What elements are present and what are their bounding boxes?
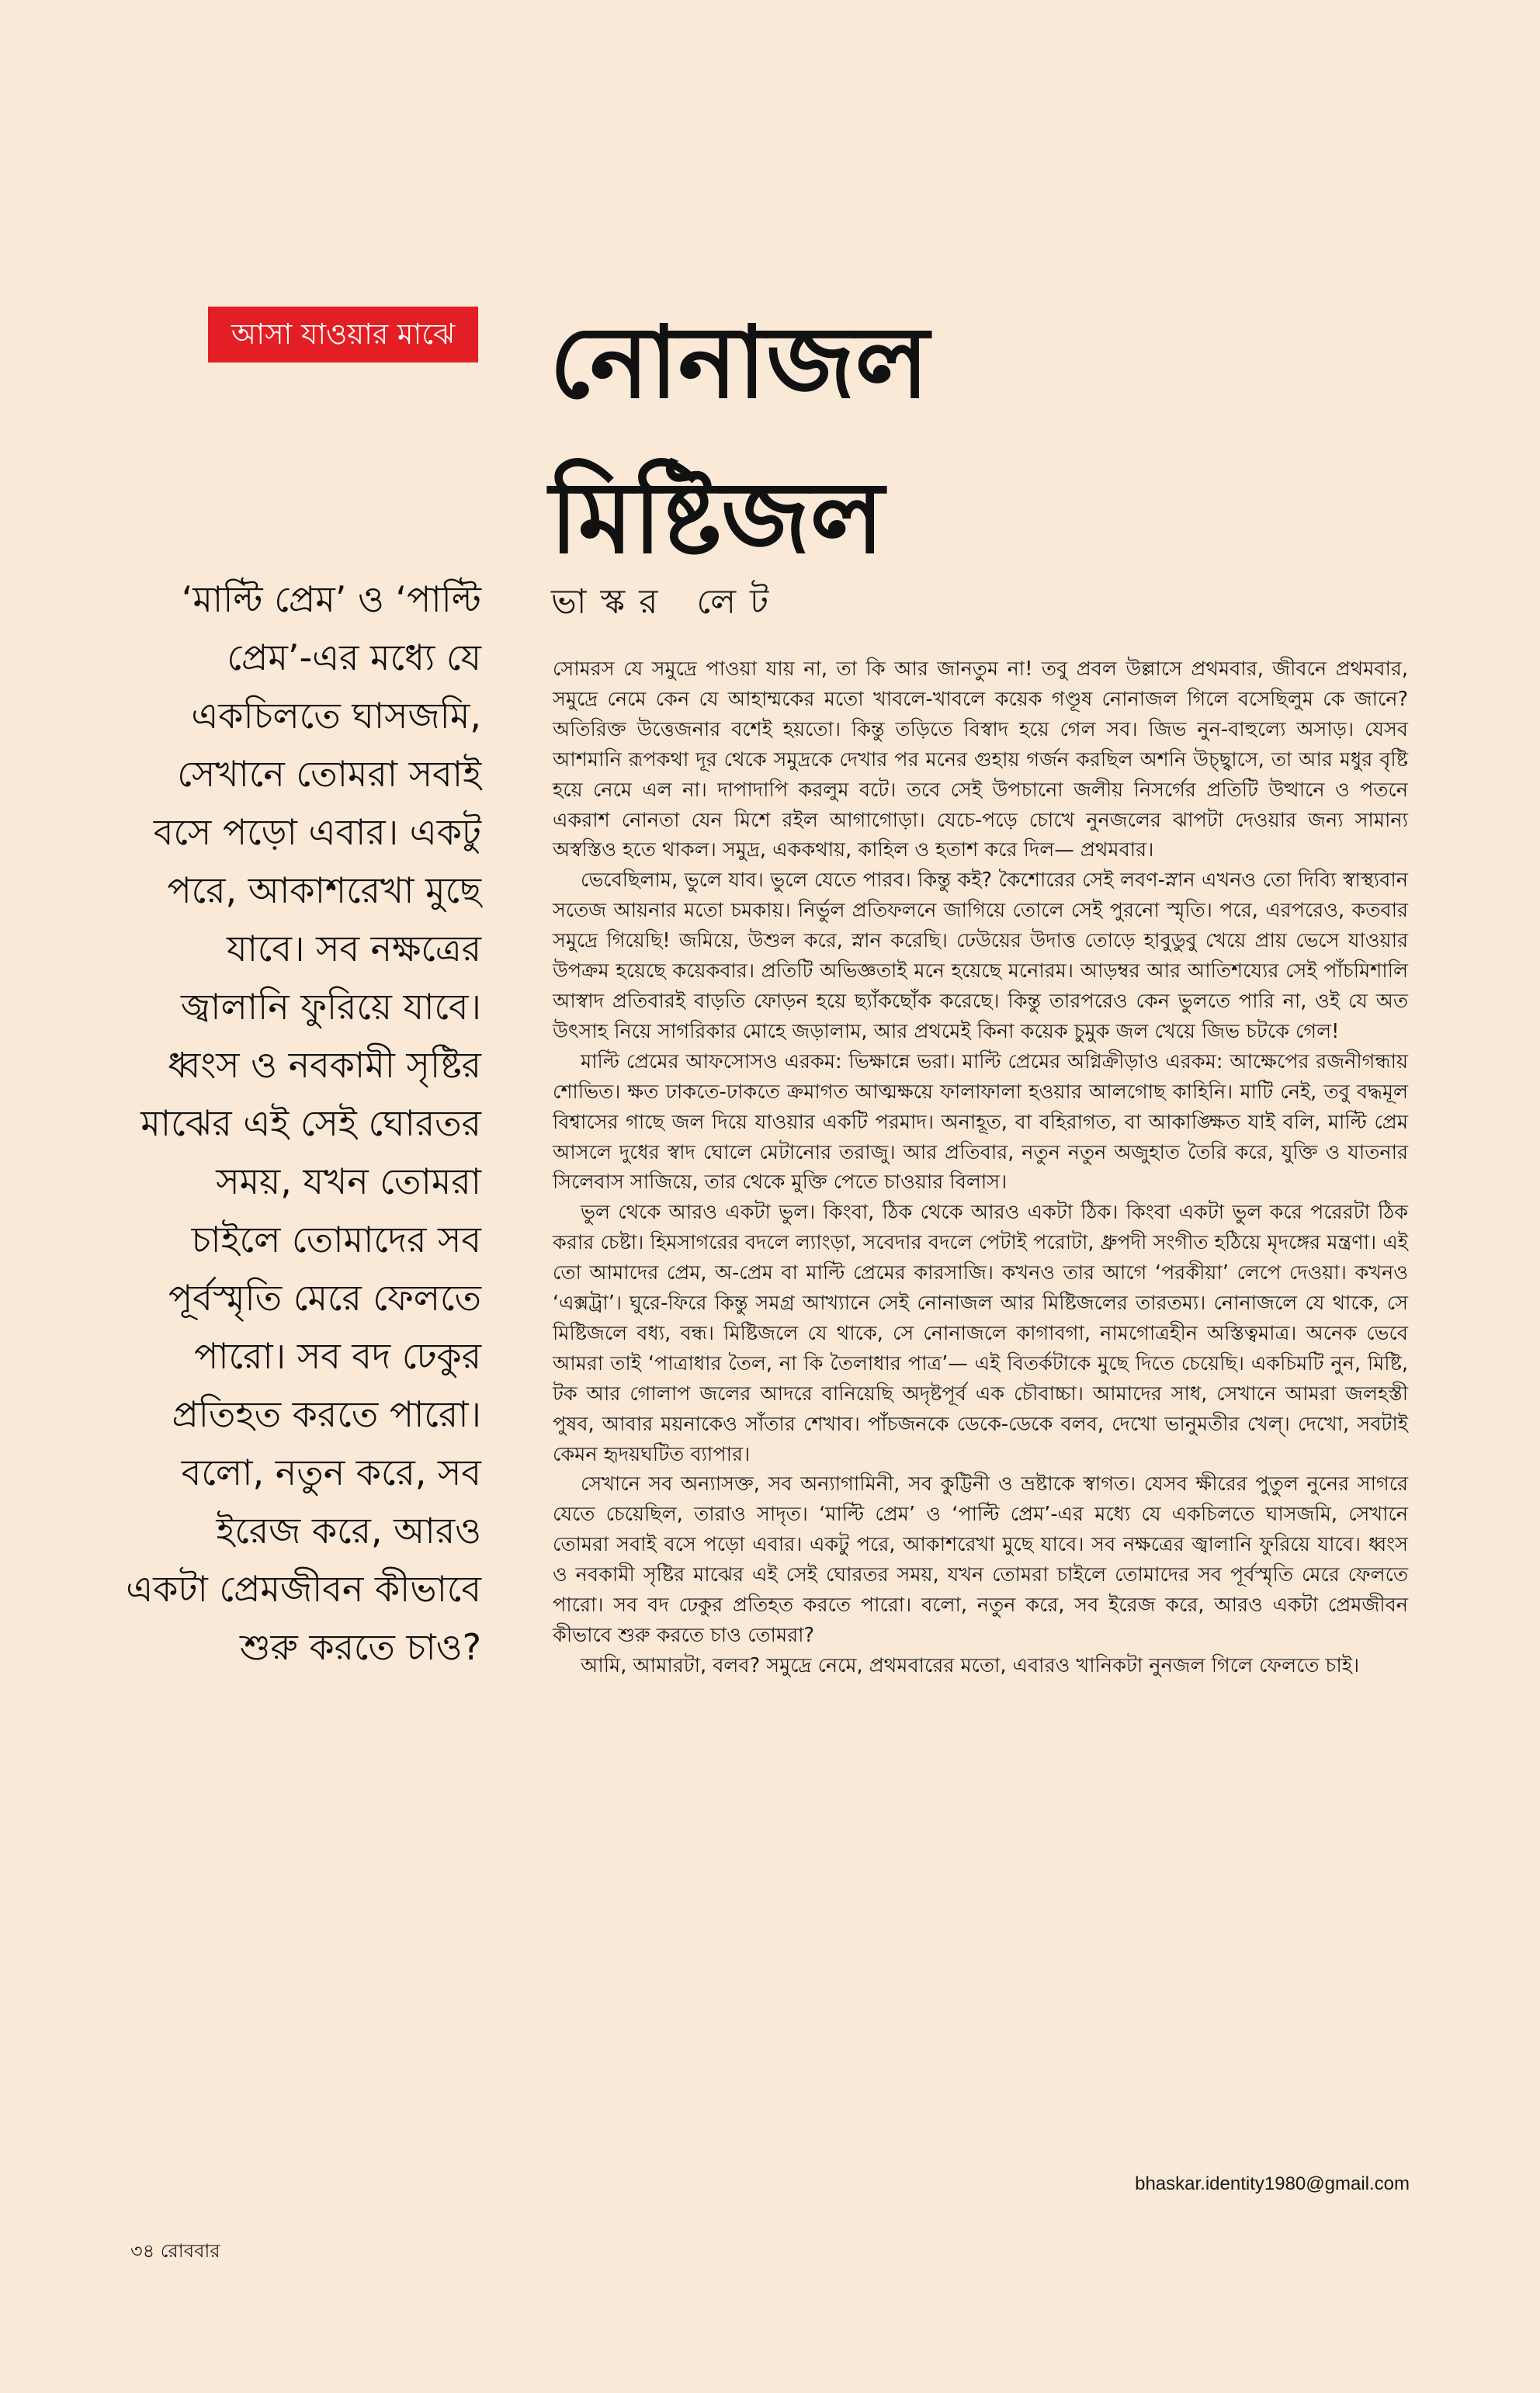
headline	[550, 286, 1046, 596]
article-body	[553, 654, 1408, 1681]
pull-quote: ‘মাল্টি প্রেম’ ও ‘পাল্টি প্রেম’-এর মধ্যে যে একচিলতে ঘাসজমি, সেখানে তোমরা সবাই বসে পড়ো এবার। একটু পরে, আকাশরেখা মুছে যাবে। সব নক্ষত্রের জ্বালানি ফুরিয়ে যাবে। ধ্বংস ও নবকামী সৃষ্টির মাঝের এই সেই ঘোরতর সময়, যখন তোমরা চাইলে তোমাদের সব পূর্বস্মৃতি মেরে ফেলতে পারো। সব বদ ঢেকুর প্রতিহত করতে পারো। বলো, নতুন করে, সব ইরেজ করে, আরও একটা প্রেমজীবন কীভাবে শুরু করতে চাও?	[126, 578, 481, 1668]
article-paragraph: ভেবেছিলাম, ভুলে যাব। ভুলে যেতে পারব। কিন্তু কই? কৈশোরের সেই লবণ-স্নান এখনও তো দিব্যি স্বাস্থ্যবান সতেজ আয়নার মতো চমকায়। নির্ভুল প্রতিফলনে জাগিয়ে তোলে সেই পুরনো স্মৃতি। পরে, এরপরেও, কতবার সমুদ্রে গিয়েছি! জমিয়ে, উশুল করে, স্নান করেছি। ঢেউয়ের উদাত্ত তোড়ে হাবুডুবু খেয়ে প্রায় ভেসে যাওয়ার উপক্রম হয়েছে কয়েকবার। প্রতিটি অভিজ্ঞতাই মনে হয়েছে মনোরম। আড়ম্বর আর আতিশয্যের সেই পাঁচমিশালি আস্বাদ প্রতিবারই বাড়তি ফোড়ন হয়ে ছ্যাঁকছোঁক করেছে। কিন্তু তারপরেও কেন ভুলতে পারি না, ওই যে অত উৎসাহ নিয়ে সাগরিকার মোহে জড়ালাম, আর প্রথমেই কিনা কয়েক চুমুক জল খেয়ে জিভ চটকে গেল!	[553, 869, 1408, 1043]
headline-line-2: মিষ্টিজল	[550, 460, 884, 576]
headline-line-1: নোনাজল	[550, 305, 929, 421]
article-paragraph: মাল্টি প্রেমের আফসোসও এরকম: ভিক্ষান্নে ভরা। মাল্টি প্রেমের অগ্নিক্রীড়াও এরকম: আক্ষেপের রজনীগন্ধায় শোভিত। ক্ষত ঢাকতে-ঢাকতে ক্রমাগত আত্মক্ষয়ে ফালাফালা হওয়ার আলগোছ কাহিনি। মাটি নেই, তবু বদ্ধমূল বিশ্বাসের গাছে জল দিয়ে যাওয়ার একটি পরমাদ। অনাহূত, বা বহিরাগত, বা আকাঙ্ক্ষিত যাই বলি, মাল্টি প্রেম আসলে দুধের স্বাদ ঘোলে মেটানোর তরাজু। আর প্রতিবার, নতুন নতুন অজুহাত তৈরি করে, যুক্তি ও যাতনার সিলেবাস সাজিয়ে, তার থেকে মুক্তি পেতে চাওয়ার বিলাস।	[553, 1049, 1408, 1195]
article-paragraph: আমি, আমারটা, বলব? সমুদ্রে নেমে, প্রথমবারের মতো, এবারও খানিকটা নুনজল গিলে ফেলতে চাই।	[581, 1653, 1360, 1677]
article-paragraph: সেখানে সব অন্যাসক্ত, সব অন্যাগামিনী, সব কুট্টিনী ও ভ্রষ্টাকে স্বাগত। যেসব ক্ষীরের পুতুল নুনের সাগরে যেতে চেয়েছিল, তারাও সাদৃত। ‘মাল্টি প্রেম’ ও ‘পাল্টি প্রেম’-এর মধ্যে যে একচিলতে ঘাসজমি, সেখানে তোমরা সবাই বসে পড়ো এবার। একটু পরে, আকাশরেখা মুছে যাবে। সব নক্ষত্রের জ্বালানি ফুরিয়ে যাবে। ধ্বংস ও নবকামী সৃষ্টির মাঝের এই সেই ঘোরতর সময়, যখন তোমরা চাইলে তোমাদের সব পূর্বস্মৃতি মেরে ফেলতে পারো। সব বদ ঢেকুর প্রতিহত করতে পারো। বলো, নতুন করে, সব ইরেজ করে, আরও একটা প্রেমজীবন কীভাবে শুরু করতে চাও তোমরা?	[553, 1472, 1408, 1647]
page-folio: ৩৪ রোববার	[130, 2240, 220, 2262]
article-paragraph: ভুল থেকে আরও একটা ভুল। কিংবা, ঠিক থেকে আরও একটা ঠিক। কিংবা একটা ভুল করে পরেরটা ঠিক করার চেষ্টা। হিমসাগরের বদলে ল্যাংড়া, সবেদার বদলে পেটাই পরোটা, ধ্রুপদী সংগীত হঠিয়ে মৃদঙ্গের মন্ত্রণা। এই তো আমাদের প্রেম, অ-প্রেম বা মাল্টি প্রেমের কারসাজি। কখনও তার আগে ‘পরকীয়া’ লেপে দেওয়া। কখনও ‘এক্সট্রা’। ঘুরে-ফিরে কিন্তু সমগ্র আখ্যানে সেই নোনাজল আর মিষ্টিজলের তারতম্য। নোনাজলে যে থাকে, সে মিষ্টিজলে বধ্য, বন্ধ। মিষ্টিজলে যে থাকে, সে নোনাজলে কাগাবগা, নামগোত্রহীন অস্তিত্বমাত্র। অনেক ভেবে আমরা তাই ‘পাত্রাধার তৈল, না কি তৈলাধার পাত্র’— এই বিতর্কটাকে মুছে দিতে চেয়েছি। একচিমটি নুন, মিষ্টি, টক আর গোলাপ জলের আদরে বানিয়েছি অদৃষ্টপূর্ব এক চৌবাচ্চা। আমাদের সাধ, সেখানে আমরা জলহস্তী পুষব, আবার ময়নাকেও সাঁতার শেখাব। পাঁচজনকে ডেকে-ডেকে বলব, দেখো ভানুমতীর খেল্। দেখো, সবটাই কেমন হৃদয়ঘটিত ব্যাপার।	[553, 1201, 1408, 1466]
author-email: bhaskar.identity1980@gmail.com	[1135, 2173, 1410, 2194]
byline: ভাস্কর লেট	[551, 582, 783, 622]
section-tag: আসা যাওয়ার মাঝে	[208, 307, 478, 362]
article-paragraph: সোমরস যে সমুদ্রে পাওয়া যায় না, তা কি আর জানতুম না! তবু প্রবল উল্লাসে প্রথমবার, জীবনে প্রথমবার, সমুদ্রে নেমে কেন যে আহাম্মকের মতো খাবলে-খাবলে কয়েক গণ্ডূষ নোনাজল গিলে বসেছিলুম কে জানে? অতিরিক্ত উত্তেজনার বশেই হয়তো। কিন্তু তড়িতে বিস্বাদ হয়ে গেল সব। জিভ নুন-বাহুল্যে অসাড়। যেসব আশমানি রূপকথা দূর থেকে সমুদ্রকে দেখার পর মনের গুহায় গর্জন করছিল অশনি উচ্ছ্বাসে, তা আর মধুর বৃষ্টি হয়ে নেমে এল না। দাপাদাপি করলুম বটে। তবে সেই উপচানো জলীয় নিসর্গের প্রতিটি উত্থানে ও পতনে একরাশ নোনতা যেন মিশে রইল আগাগোড়া। যেচে-পড়ে চোখে নুনজলের ঝাপটা দেওয়ার জন্য সামান্য অস্বস্তিও হতে থাকল। সমুদ্র, এককথায়, কাহিল ও হতাশ করে দিল— প্রথমবার।	[553, 657, 1408, 862]
